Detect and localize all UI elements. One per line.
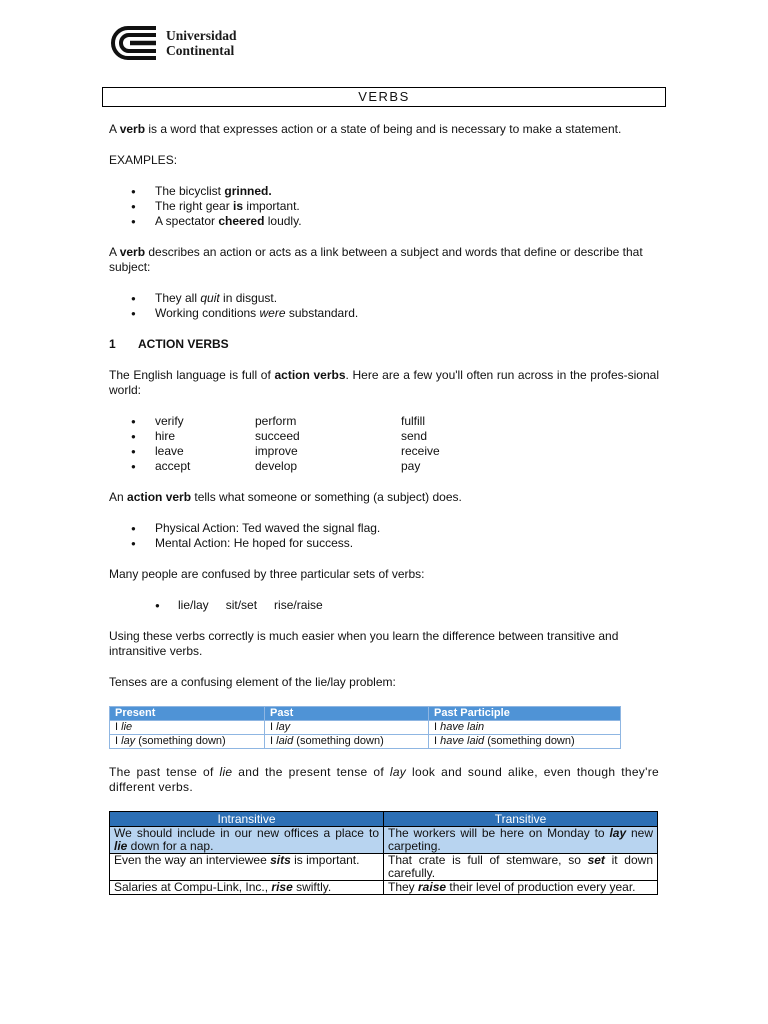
table-cell: I lay	[265, 721, 429, 735]
column-header: Present	[110, 707, 265, 721]
table-cell: I have lain	[429, 721, 621, 735]
examples-list	[109, 184, 659, 229]
section-heading	[109, 337, 659, 352]
list-item: ● leave improve receive	[109, 444, 659, 459]
list-item: ● The bicyclist grinned.	[109, 184, 659, 199]
table-cell: They raise their level of production every year.	[384, 881, 658, 895]
column-header: Intransitive	[110, 812, 384, 827]
column-header: Transitive	[384, 812, 658, 827]
list-item: ● accept develop pay	[109, 459, 659, 474]
list-item: ● The right gear is important.	[109, 199, 659, 214]
table-cell: I laid (something down)	[265, 735, 429, 749]
describe-paragraph: A verb describes an action or acts as a link between a subject and words that define or describe that subject:	[109, 245, 643, 274]
table-row	[110, 881, 658, 895]
document-body	[109, 122, 659, 895]
intro-paragraph: A verb is a word that expresses action or a state of being and is necessary to make a statement.	[109, 122, 622, 136]
page-title: VERBS	[102, 87, 666, 107]
verb-sets-list	[109, 598, 659, 613]
table-cell: Salaries at Compu-Link, Inc., rise swiftly.	[110, 881, 384, 895]
table-header-row	[110, 707, 621, 721]
action-verb-list	[109, 414, 659, 474]
table-cell: We should include in our new offices a place to lie down for a nap.	[110, 827, 384, 854]
table-cell: I lay (something down)	[110, 735, 265, 749]
english-paragraph: The English language is full of action verbs. Here are a few you'll often run across in the profes-sional world:	[109, 368, 659, 397]
list-item: ● Physical Action: Ted waved the signal flag.	[109, 521, 659, 536]
logo-line-2: Continental	[166, 43, 235, 58]
column-header: Past Participle	[429, 707, 621, 721]
action-examples-list	[109, 521, 659, 551]
section-title: ACTION VERBS	[138, 337, 229, 351]
table-cell: Even the way an interviewee sits is important.	[110, 854, 384, 881]
list-item: ● Working conditions were substandard.	[109, 306, 659, 321]
using-paragraph: Using these verbs correctly is much easier when you learn the difference between transitive and intransitive verbs.	[109, 629, 619, 658]
table-row	[110, 735, 621, 749]
confused-paragraph: Many people are confused by three particular sets of verbs:	[109, 567, 425, 581]
list-item: ● A spectator cheered loudly.	[109, 214, 659, 229]
tenses-intro: Tenses are a confusing element of the lie/lay problem:	[109, 675, 396, 689]
table-cell: The workers will be here on Monday to lay new carpeting.	[384, 827, 658, 854]
examples-label: EXAMPLES:	[109, 153, 178, 167]
list-item: ● hire succeed send	[109, 429, 659, 444]
table-row	[110, 827, 658, 854]
transitive-table	[109, 811, 658, 895]
table-row	[110, 854, 658, 881]
logo-wordmark	[166, 28, 237, 58]
table-cell: I have laid (something down)	[429, 735, 621, 749]
logo-line-1: Universidad	[166, 28, 237, 43]
list-item: ● lie/lay sit/set rise/raise	[109, 598, 659, 613]
list-item: ● verify perform fulfill	[109, 414, 659, 429]
link-examples-list	[109, 291, 659, 321]
section-number: 1	[109, 337, 116, 351]
university-logo	[108, 24, 237, 62]
table-header-row	[110, 812, 658, 827]
past-tense-paragraph: The past tense of lie and the present tense of lay look and sound alike, even though they're different verbs.	[109, 765, 659, 794]
tense-table	[109, 706, 621, 749]
list-item: ● They all quit in disgust.	[109, 291, 659, 306]
column-header: Past	[265, 707, 429, 721]
table-row	[110, 721, 621, 735]
uc-logo-icon	[108, 24, 158, 62]
action-verb-definition: An action verb tells what someone or something (a subject) does.	[109, 490, 462, 504]
list-item: ● Mental Action: He hoped for success.	[109, 536, 659, 551]
table-cell: I lie	[110, 721, 265, 735]
table-cell: That crate is full of stemware, so set it down carefully.	[384, 854, 658, 881]
